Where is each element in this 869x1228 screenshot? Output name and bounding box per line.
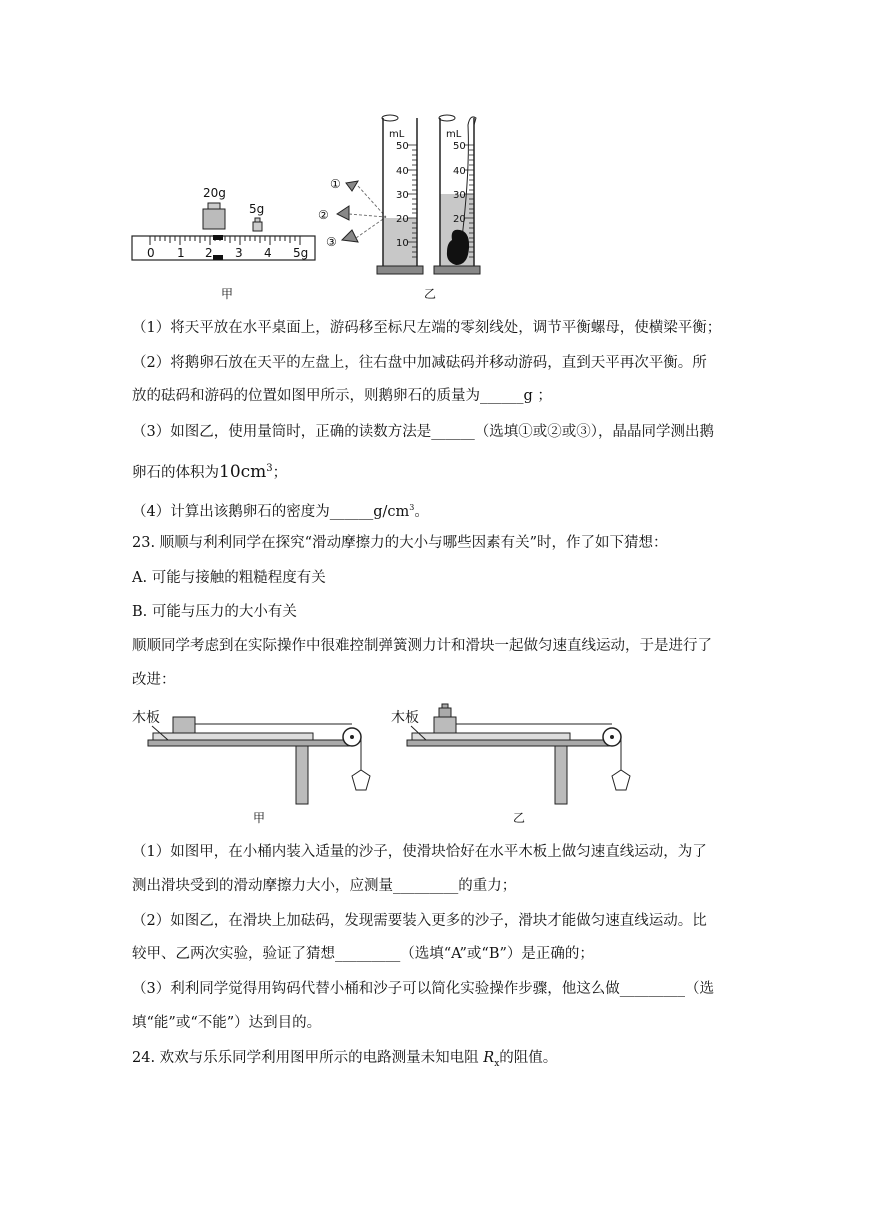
apparatus-right xyxy=(391,704,630,825)
svg-text:30: 30 xyxy=(396,190,409,201)
svg-text:20: 20 xyxy=(453,214,466,225)
q22-part2-line1: （2）将鹅卵石放在天平的左盘上，往右盘中加减砝码并移动游码，直到天平再次平衡。所 xyxy=(132,355,707,371)
balance-scale xyxy=(132,235,315,260)
eye-label-3: ③ xyxy=(326,235,337,249)
q22-part2-line2: 放的砝码和游码的位置如图甲所示，则鹅卵石的质量为______g ； xyxy=(132,388,552,404)
figure1-caption-right: 乙 xyxy=(424,287,437,300)
figure1-caption-left: 甲 xyxy=(221,287,234,300)
board-label: 木板 xyxy=(391,710,419,726)
svg-text:30: 30 xyxy=(453,190,466,201)
figure-friction-apparatus xyxy=(0,700,869,840)
q22-part3-line1: （3）如图乙，使用量筒时，正确的读数方法是______（选填①或②或③），晶晶同学测出鹅 xyxy=(132,424,714,440)
svg-text:40: 40 xyxy=(396,166,409,177)
q23-intro-line1: 顺顺同学考虑到在实际操作中很难控制弹簧测力计和滑块一起做匀速直线运动，于是进行了 xyxy=(132,638,712,654)
eye-icon xyxy=(342,230,358,242)
q23-part1-line1: （1）如图甲，在小桶内装入适量的沙子，使滑块恰好在水平木板上做匀速直线运动，为了 xyxy=(132,844,707,860)
q23-part3-line2: 填“能”或“不能”）达到目的。 xyxy=(132,1015,322,1031)
graduated-cylinder-1 xyxy=(377,115,423,274)
svg-text:50: 50 xyxy=(453,141,466,152)
q23-part3-line1: （3）利利同学觉得用钩码代替小桶和沙子可以简化实验操作步骤，他这么做_________（选 xyxy=(132,981,714,997)
q23-part2-line1: （2）如图乙，在滑块上加砝码，发现需要装入更多的沙子，滑块才能做匀速直线运动。比 xyxy=(132,913,707,929)
graduated-cylinder-2 xyxy=(434,115,480,274)
svg-text:mL: mL xyxy=(389,129,405,140)
q22-part3-line2: 卵石的体积为$10cm^3$； xyxy=(132,461,288,482)
svg-text:5g: 5g xyxy=(249,202,265,216)
weight-5g xyxy=(249,202,264,231)
svg-text:10: 10 xyxy=(396,238,409,249)
svg-text:50: 50 xyxy=(396,141,409,152)
board-label: 木板 xyxy=(132,710,160,726)
svg-text:20g: 20g xyxy=(203,186,226,200)
weight-on-block xyxy=(439,708,451,717)
q23-guess-a: A. 可能与接触的粗糙程度有关 xyxy=(132,570,326,586)
svg-text:20: 20 xyxy=(396,214,409,225)
q23-title: 23. 顺顺与利利同学在探究“滑动摩擦力的大小与哪些因素有关”时，作了如下猜想： xyxy=(132,535,668,551)
weight-20g xyxy=(203,186,226,229)
apparatus-left xyxy=(132,702,370,834)
q24-title: 24. 欢欢与乐乐同学利用图甲所示的电路测量未知电阻 $R_x$的阻值。 xyxy=(132,1050,558,1069)
q23-part2-line2: 较甲、乙两次实验，验证了猜想_________（选填“A”或“B”）是正确的； xyxy=(132,946,594,962)
eye-label-2: ② xyxy=(318,208,329,222)
q23-part1-line2: 测出滑块受到的滑动摩擦力大小，应测量_________的重力； xyxy=(132,878,517,894)
q22-part4: （4）计算出该鹅卵石的密度为$\_\_\_\_\_\_g/cm^3$。 xyxy=(132,503,429,520)
rider-bottom xyxy=(213,255,223,260)
scale-tick-label: 0 xyxy=(147,246,155,260)
slider-block xyxy=(173,717,195,733)
scale-tick-label: 1 xyxy=(177,246,185,260)
scale-tick-label: 3 xyxy=(235,246,243,260)
figure2-caption-right: 乙 xyxy=(513,811,526,825)
svg-text:mL: mL xyxy=(446,129,462,140)
svg-text:40: 40 xyxy=(453,166,466,177)
figure2-caption-left: 甲 xyxy=(253,811,266,825)
q23-intro-line2: 改进： xyxy=(132,672,176,688)
bucket xyxy=(612,770,630,790)
figure-balance-cylinders xyxy=(0,0,869,300)
eye-label-1: ① xyxy=(330,177,341,191)
eye-icon xyxy=(346,181,358,191)
scale-tick-label: 2 xyxy=(205,246,213,260)
scale-tick-label: 5g xyxy=(293,246,309,260)
rider-top xyxy=(213,235,223,240)
scale-tick-label: 4 xyxy=(264,246,272,260)
q23-guess-b: B. 可能与压力的大小有关 xyxy=(132,604,297,620)
eye-icon xyxy=(337,206,349,220)
eye-positions xyxy=(318,177,386,249)
slider-block xyxy=(434,717,456,733)
q22-part1: （1）将天平放在水平桌面上，游码移至标尺左端的零刻线处，调节平衡螺母，使横梁平衡； xyxy=(132,320,722,336)
